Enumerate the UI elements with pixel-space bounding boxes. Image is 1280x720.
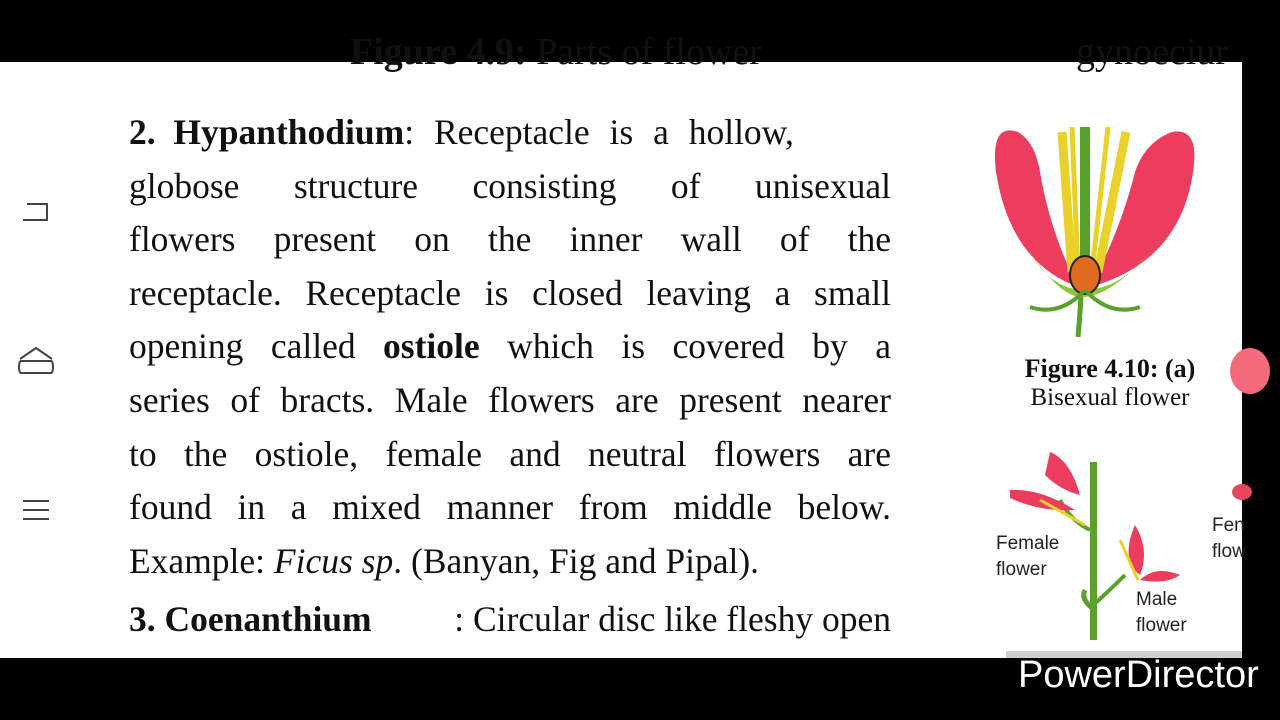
figure-4-10-a-caption: Figure 4.10: (a) [1024,354,1196,383]
word: from [578,487,648,528]
text-line [129,106,891,160]
example-line [129,535,891,589]
word: unisexual [754,165,891,206]
hypanthodium-term: Hypanthodium [173,112,405,152]
word: female [385,433,483,474]
text-line [129,213,891,267]
word: wall [680,219,742,260]
word: neutral [587,433,687,474]
word: the [487,219,532,260]
word: flowers [713,433,821,474]
para2-first-line-text: : Receptacle is a hollow, [404,112,794,152]
female-flower-label: Female flower [996,533,1060,580]
coenanthium-paragraph [129,598,891,640]
word: small [814,272,891,313]
cut-petal-shape [1232,484,1252,500]
text-line [129,320,891,374]
word: is [621,326,646,367]
word: present [679,379,782,420]
word: nearer [802,379,891,420]
text-line [129,267,891,321]
male-flower-label: Male flower [1136,589,1187,636]
word: is [484,272,509,313]
word: present [273,219,377,260]
home-button[interactable] [14,340,58,380]
word: receptacle. [129,272,282,313]
example-text: . (Banyan, Fig and Pipal). [393,540,760,581]
word: found [129,487,212,528]
word: which [507,326,594,367]
word: are [615,379,659,420]
word: consisting [472,165,617,206]
nav-rail [0,62,72,658]
text-line [129,374,891,428]
word: are [847,433,891,474]
para3-number: 3. [129,599,156,639]
ostiole-term: ostiole [383,326,480,367]
word: of [670,165,701,206]
cut-figure-shape [1230,348,1270,394]
menu-icon [21,498,51,522]
word: leaving [646,272,751,313]
cut-flower-label: Fen flow [1212,515,1246,562]
word: and [509,433,561,474]
text-line [129,428,891,482]
back-icon [21,200,51,224]
word: flowers [129,219,236,260]
word: called [270,326,356,367]
word: the [847,219,891,260]
bisexual-flower-illustration [990,112,1200,357]
example-label: Example: [129,540,274,581]
word: the [183,433,228,474]
coenanthium-term: Coenanthium [164,599,372,639]
word: a [875,326,891,367]
word: a [290,487,307,528]
word: manner [446,487,554,528]
word: Male [394,379,468,420]
word: by [812,326,848,367]
hypanthodium-paragraph [129,106,891,588]
word: to [129,433,157,474]
word: globose [129,165,240,206]
word: structure [293,165,419,206]
word: bracts. [280,379,375,420]
word: series [129,379,210,420]
word: below. [797,487,891,528]
text-line [129,160,891,214]
home-icon [16,345,56,375]
para3-text: : Circular disc like fleshy open [454,599,891,639]
para2-number: 2. [129,112,156,152]
bisexual-flower-caption: Bisexual flower [1030,384,1190,411]
word: mixed [332,487,421,528]
word: middle [673,487,772,528]
word: Receptacle [305,272,462,313]
menu-button[interactable] [14,490,58,530]
word: on [414,219,450,260]
figure-4-9-caption: Figure 4.9: Parts of flower [350,31,762,73]
word: in [237,487,266,528]
word: a [774,272,791,313]
word: of [779,219,810,260]
word: closed [532,272,623,313]
word: covered [672,326,785,367]
ficus-sp-name: Ficus sp [273,540,394,581]
text-line [129,481,891,535]
word: inner [569,219,643,260]
cut-heading-text: gynoeciur [1076,31,1228,73]
powerdirector-watermark: PowerDirector [1018,654,1259,696]
word: ostiole, [254,433,359,474]
word: of [230,379,260,420]
word: opening [129,326,244,367]
word: flowers [488,379,595,420]
back-button[interactable] [14,192,58,232]
